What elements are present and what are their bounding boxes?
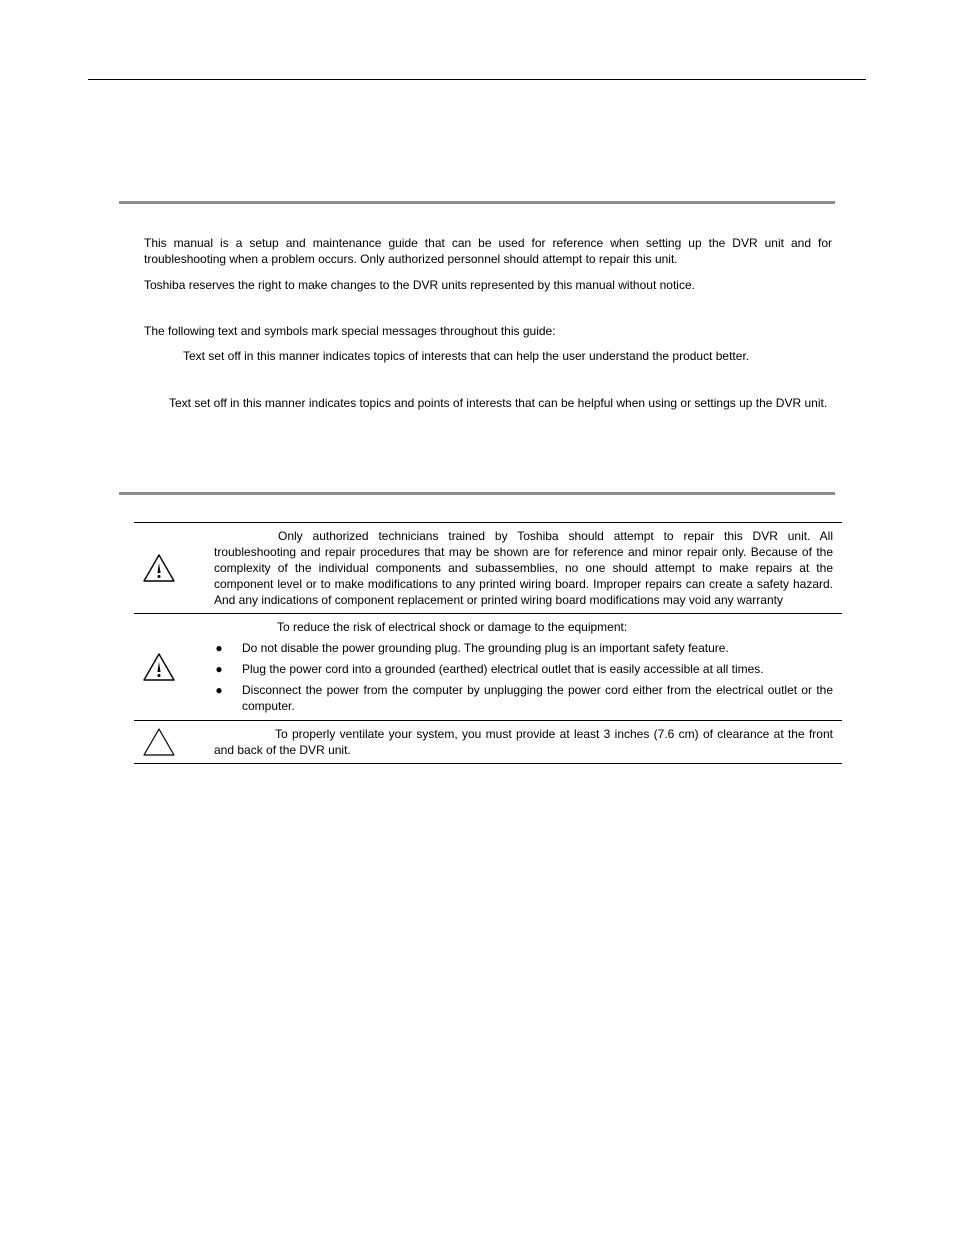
warning-repair-text [214, 528, 833, 608]
caution-triangle-icon [142, 727, 176, 757]
warning-electrical-bullets [214, 640, 833, 714]
section-rule-intro [119, 201, 835, 204]
warning-electrical-text [214, 619, 833, 714]
intro-paragraph-2: Toshiba reserves the right to make changes to the DVR units represented by this manual without notice. [144, 278, 695, 292]
warning-exclamation-triangle-icon [142, 553, 176, 583]
caution-ventilation-text [214, 726, 833, 758]
bullet-text: Plug the power cord into a grounded (earthed) electrical outlet that is easily accessible at all times. [242, 662, 764, 676]
warning-repair-body: Only authorized technicians trained by Toshiba should attempt to repair this DVR unit. All troubleshooting and repair procedures that may be shown are for reference and minor repair only. Because of the complexity of the individual components and subassemblies, no one should attempt to make repairs at the component level or to make modifications to any printed wiring board. Improper repairs can create a safety hazard. And any indications of component replacement or printed wiring board modifications may void any warranty [214, 529, 833, 607]
caution-ventilation-body: To properly ventilate your system, you must provide at least 3 inches (7.6 cm) of clearance at the front and back of the DVR unit. [214, 727, 833, 757]
bullet-text: Do not disable the power grounding plug. The grounding plug is an important safety feature. [242, 641, 729, 655]
list-item [214, 682, 833, 714]
bullet-text: Disconnect the power from the computer by unplugging the power cord either from the electrical outlet or the computer. [242, 683, 833, 713]
intro-paragraph-1: This manual is a setup and maintenance guide that can be used for reference when setting up the DVR unit and for troubleshooting when a problem occurs. Only authorized personnel should attempt to repair this unit. [144, 236, 832, 266]
warning-row-repair [134, 523, 842, 614]
bullet-dot: ● [215, 683, 223, 697]
warning-row-electrical [134, 614, 842, 721]
note-convention-text: Text set off in this manner indicates topics of interests that can help the user understand the product better. [183, 349, 750, 363]
tip-convention-text: Text set off in this manner indicates topics and points of interests that can be helpful when using or settings up the DVR unit. [169, 396, 828, 410]
bullet-dot: ● [215, 662, 223, 676]
warning-electrical-lead: To reduce the risk of electrical shock or damage to the equipment: [277, 620, 628, 634]
conventions-lead: The following text and symbols mark special messages throughout this guide: [144, 324, 556, 338]
safety-warnings-table [134, 522, 842, 764]
list-item [214, 661, 833, 677]
caution-row-ventilation [134, 721, 842, 764]
section-rule-safety [119, 492, 835, 495]
list-item [214, 640, 833, 656]
header-rule [88, 79, 866, 80]
bullet-dot: ● [215, 641, 223, 655]
warning-exclamation-triangle-icon [142, 652, 176, 682]
